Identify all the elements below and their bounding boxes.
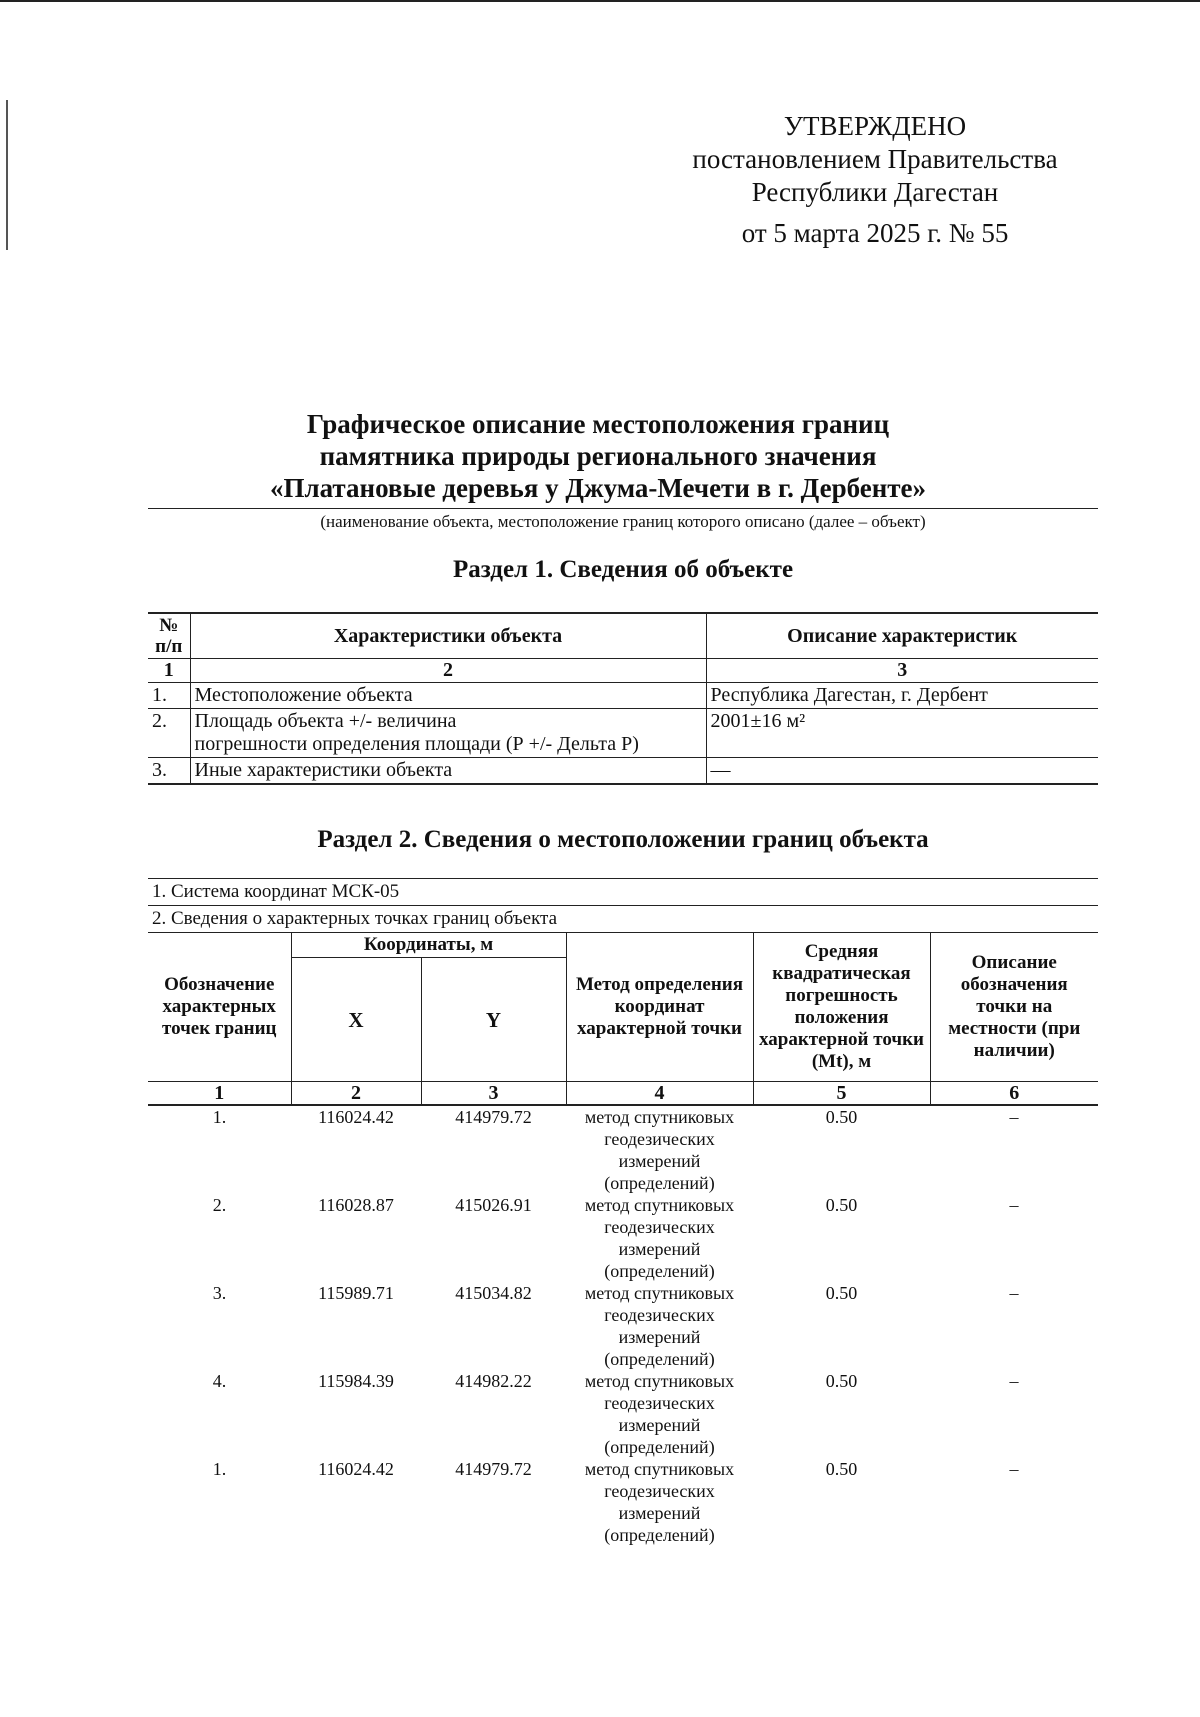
point-num: 1. bbox=[212, 1107, 227, 1127]
point-x: 115984.39 bbox=[318, 1371, 394, 1391]
row-num: 2. bbox=[148, 709, 190, 758]
row-characteristic-line2: погрешности определения площади (Р +/- Дельта Р) bbox=[194, 733, 639, 755]
colnum: 5 bbox=[753, 1082, 930, 1106]
table-row bbox=[148, 1370, 1098, 1458]
point-desc: – bbox=[1009, 1371, 1019, 1391]
header-designation: Обозначение характерных точек границ bbox=[148, 933, 291, 1082]
row-characteristic bbox=[190, 709, 706, 758]
section2-heading: Раздел 2. Сведения о местоположении границ объекта bbox=[317, 826, 929, 853]
point-x: 116028.87 bbox=[318, 1195, 394, 1215]
header-characteristic: Характеристики объекта bbox=[190, 613, 706, 659]
header-error: Средняя квадратическая погрешность положения характерной точки (Mt), м bbox=[753, 933, 930, 1082]
row-description: 2001±16 м² bbox=[706, 709, 1098, 758]
colnum: 3 bbox=[706, 659, 1098, 683]
table-row bbox=[148, 758, 1098, 785]
point-method: метод спутниковых геодезических измерений (определений) bbox=[584, 1283, 735, 1369]
scan-top-border bbox=[0, 0, 1200, 2]
row-characteristic-line1: Площадь объекта +/- величина bbox=[194, 710, 457, 732]
approval-heading: УТВЕРЖДЕНО bbox=[783, 111, 967, 141]
point-x: 116024.42 bbox=[318, 1459, 394, 1479]
point-y: 414982.22 bbox=[455, 1371, 532, 1391]
table-row bbox=[148, 709, 1098, 758]
point-num: 3. bbox=[212, 1283, 227, 1303]
scan-left-mark bbox=[6, 100, 8, 250]
point-x: 115989.71 bbox=[318, 1283, 394, 1303]
document-title bbox=[148, 408, 1048, 504]
header-num: № п/п bbox=[148, 613, 190, 659]
colnum: 3 bbox=[421, 1082, 566, 1106]
point-method: метод спутниковых геодезических измерений (определений) bbox=[584, 1459, 735, 1545]
point-num: 2. bbox=[212, 1195, 227, 1215]
point-y: 415026.91 bbox=[455, 1195, 532, 1215]
header-point-description: Описание обозначения точки на местности (при наличии) bbox=[930, 933, 1098, 1082]
point-mt: 0.50 bbox=[825, 1283, 858, 1303]
point-desc: – bbox=[1009, 1195, 1019, 1215]
title-subtitle: (наименование объекта, местоположение границ которого описано (далее – объект) bbox=[320, 512, 926, 531]
colnum: 1 bbox=[148, 659, 190, 683]
table-row bbox=[148, 1282, 1098, 1370]
points-title: 2. Сведения о характерных точках границ объекта bbox=[148, 906, 1098, 933]
point-num: 1. bbox=[212, 1459, 227, 1479]
point-desc: – bbox=[1009, 1107, 1019, 1127]
title-line3: «Платановые деревья у Джума-Мечети в г. Дербенте» bbox=[269, 473, 927, 503]
section1-heading: Раздел 1. Сведения об объекте bbox=[452, 556, 794, 583]
table-row bbox=[148, 683, 1098, 709]
point-method: метод спутниковых геодезических измерений (определений) bbox=[584, 1195, 735, 1281]
table-row bbox=[148, 1105, 1098, 1194]
point-mt: 0.50 bbox=[825, 1371, 858, 1391]
point-mt: 0.50 bbox=[825, 1107, 858, 1127]
colnum: 2 bbox=[291, 1082, 421, 1106]
row-num: 1. bbox=[148, 683, 190, 709]
colnum: 4 bbox=[566, 1082, 753, 1106]
colnum: 2 bbox=[190, 659, 706, 683]
row-characteristic: Иные характеристики объекта bbox=[190, 758, 706, 785]
approval-date: от 5 марта 2025 г. № 55 bbox=[741, 218, 1009, 248]
point-method: метод спутниковых геодезических измерений (определений) bbox=[584, 1107, 735, 1193]
point-desc: – bbox=[1009, 1459, 1019, 1479]
title-line1: Графическое описание местоположения границ bbox=[306, 409, 890, 439]
boundary-points-table bbox=[148, 878, 1098, 1546]
point-desc: – bbox=[1009, 1283, 1019, 1303]
table-row bbox=[148, 1194, 1098, 1282]
header-coords: Координаты, м bbox=[291, 933, 566, 958]
point-mt: 0.50 bbox=[825, 1459, 858, 1479]
point-mt: 0.50 bbox=[825, 1195, 858, 1215]
point-y: 414979.72 bbox=[455, 1459, 532, 1479]
approval-line1: постановлением Правительства bbox=[692, 144, 1058, 174]
table-row bbox=[148, 1458, 1098, 1546]
coord-system: 1. Система координат МСК-05 bbox=[148, 879, 1098, 906]
header-method: Метод определения координат характерной точки bbox=[566, 933, 753, 1082]
point-x: 116024.42 bbox=[318, 1107, 394, 1127]
header-x: X bbox=[291, 958, 421, 1082]
header-description: Описание характеристик bbox=[706, 613, 1098, 659]
colnum: 1 bbox=[148, 1082, 291, 1106]
point-y: 414979.72 bbox=[455, 1107, 532, 1127]
title-underline bbox=[148, 508, 1098, 509]
row-characteristic: Местоположение объекта bbox=[190, 683, 706, 709]
header-y: Y bbox=[421, 958, 566, 1082]
object-info-table bbox=[148, 612, 1098, 785]
point-method: метод спутниковых геодезических измерений (определений) bbox=[584, 1371, 735, 1457]
approval-line2: Республики Дагестан bbox=[751, 177, 999, 207]
row-description: Республика Дагестан, г. Дербент bbox=[706, 683, 1098, 709]
title-line2: памятника природы регионального значения bbox=[319, 441, 877, 471]
point-y: 415034.82 bbox=[455, 1283, 532, 1303]
colnum: 6 bbox=[930, 1082, 1098, 1106]
row-description: — bbox=[706, 758, 1098, 785]
approval-block bbox=[650, 110, 1100, 250]
row-num: 3. bbox=[148, 758, 190, 785]
point-num: 4. bbox=[212, 1371, 227, 1391]
